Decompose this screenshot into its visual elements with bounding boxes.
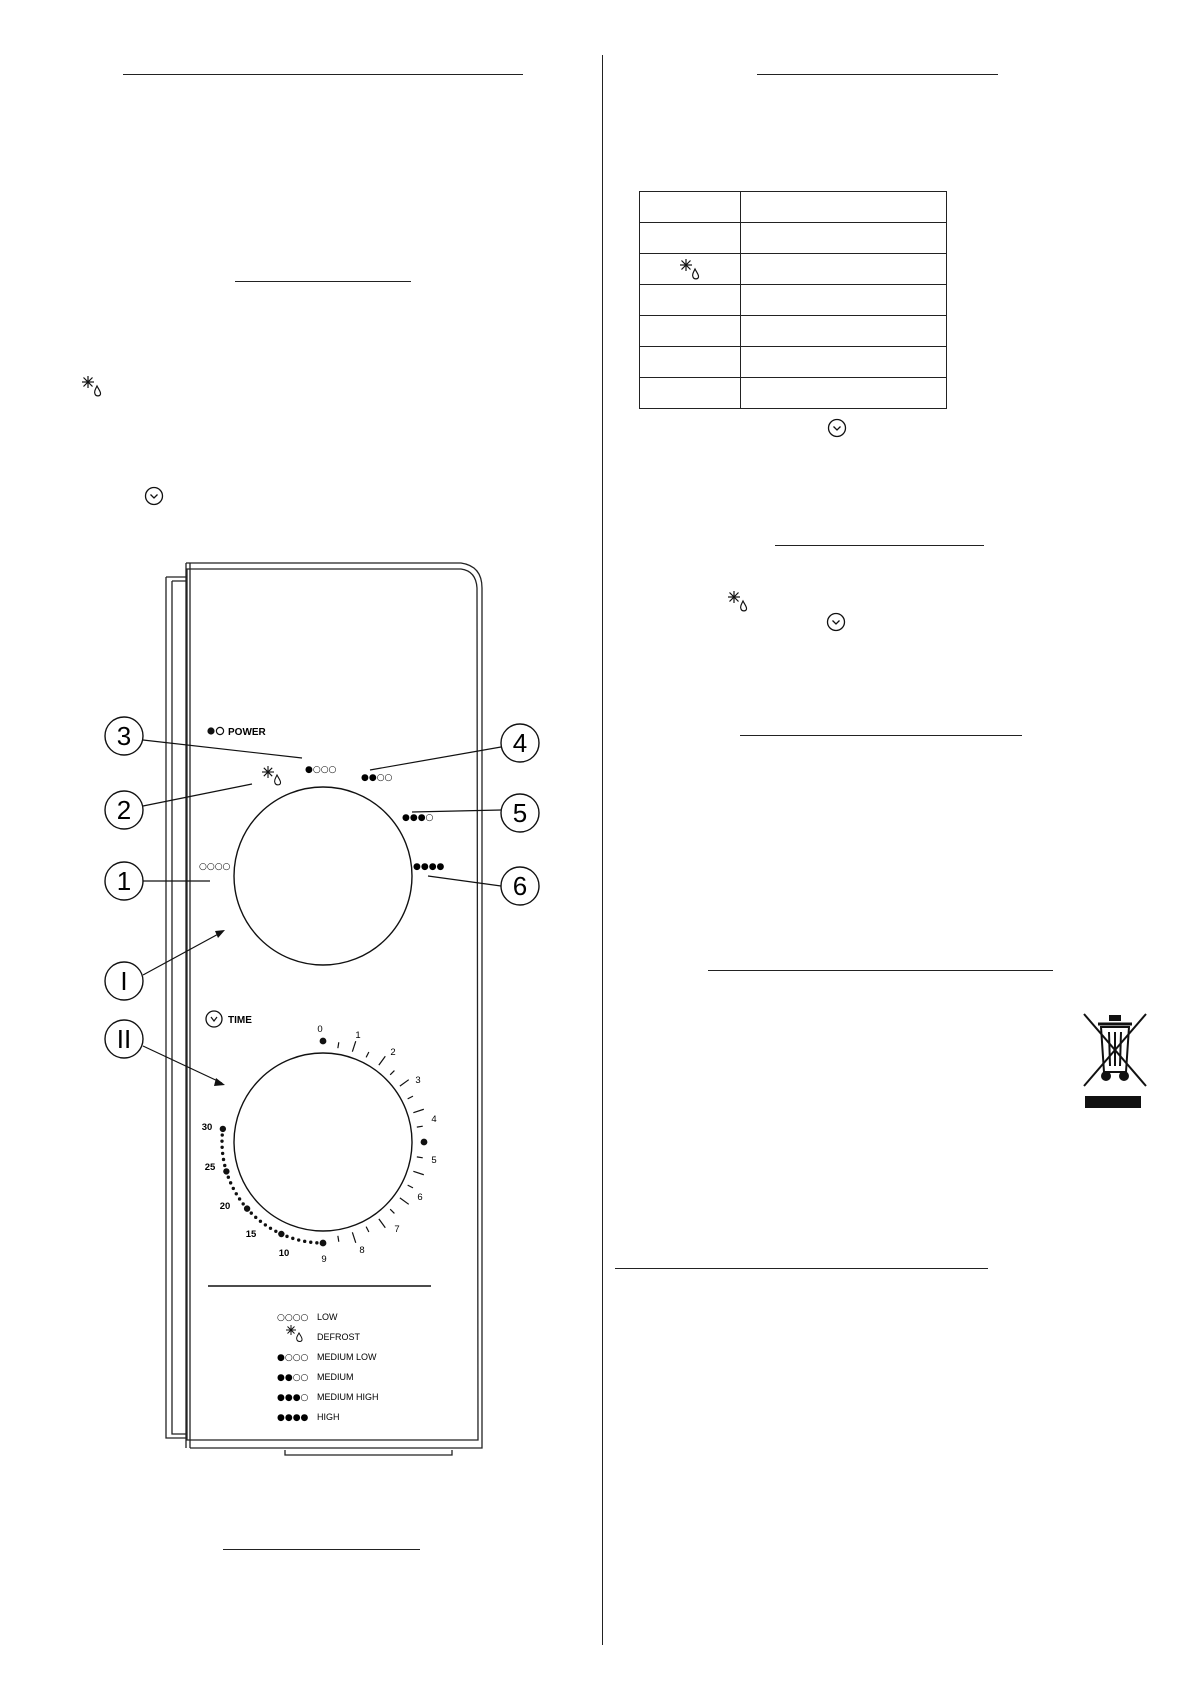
timer-dot <box>230 1182 232 1184</box>
dial-mark-medium-high: ●●●○ <box>402 813 434 823</box>
timer-dot <box>232 1187 234 1189</box>
table-cell <box>741 254 947 285</box>
defrost-icon <box>678 257 702 281</box>
defrost-icon <box>726 589 750 613</box>
timer-tick <box>338 1042 339 1048</box>
dial-mark-low: ○○○○ <box>199 862 231 872</box>
table-cell <box>640 192 741 223</box>
timer-tick <box>408 1185 413 1188</box>
section-heading-rule <box>708 970 1053 971</box>
time-num-1: 1 <box>355 1030 361 1041</box>
timer-dot <box>310 1241 312 1243</box>
section-heading-rule <box>615 1268 988 1269</box>
power-dial[interactable] <box>234 787 412 965</box>
section-heading-rule <box>235 281 411 282</box>
time-num-0: 0 <box>317 1024 323 1035</box>
callout-4: 4 <box>512 728 528 758</box>
timer-tick <box>413 1171 423 1174</box>
defrost-icon <box>286 1325 302 1342</box>
timer-tick <box>352 1041 355 1051</box>
timer-dot <box>269 1227 271 1229</box>
time-num-4: 4 <box>431 1114 437 1125</box>
time-label: TIME <box>228 1015 252 1026</box>
defrost-icon <box>80 374 104 398</box>
callout-1: 1 <box>116 866 132 896</box>
timer-dot <box>316 1242 318 1244</box>
time-num-3: 3 <box>415 1075 421 1086</box>
table-cell <box>640 347 741 378</box>
table-cell <box>741 192 947 223</box>
legend-dots: ●●●○ <box>277 1393 309 1403</box>
callout-ii: II <box>116 1024 132 1054</box>
dial-mark-high: ●●●● <box>413 862 445 872</box>
callout-i: I <box>120 966 128 996</box>
legend-label: MEDIUM <box>317 1372 354 1382</box>
timer-dot <box>221 1146 223 1148</box>
time-num-30: 30 <box>201 1122 213 1133</box>
time-num-7: 7 <box>394 1224 400 1235</box>
timer-dot <box>255 1216 257 1218</box>
timer-dot <box>224 1169 229 1174</box>
power-level-table <box>639 191 947 409</box>
time-num-2: 2 <box>390 1047 396 1058</box>
timer-tick <box>379 1056 385 1065</box>
time-num-15: 15 <box>245 1229 257 1240</box>
timer-dot <box>222 1152 224 1154</box>
timer-icon <box>826 612 846 632</box>
callout-6: 6 <box>512 871 528 901</box>
timer-dot <box>220 1126 225 1131</box>
section-heading-rule <box>740 735 1022 736</box>
section-heading-rule <box>123 74 523 75</box>
section-heading-rule <box>223 1549 420 1550</box>
timer-tick <box>379 1219 385 1228</box>
legend-dots: ○○○○ <box>277 1313 309 1323</box>
dial-mark-medium: ●●○○ <box>361 773 393 783</box>
timer-dot <box>264 1224 266 1226</box>
timer-tick <box>400 1198 409 1204</box>
timer-dot <box>250 1212 252 1214</box>
legend-label: DEFROST <box>317 1332 361 1342</box>
time-num-25: 25 <box>204 1162 216 1173</box>
timer-dot <box>222 1158 224 1160</box>
timer-dot <box>320 1038 326 1044</box>
timer-tick <box>408 1096 413 1099</box>
callout-2: 2 <box>116 795 132 825</box>
table-cell <box>741 347 947 378</box>
timer-tick <box>417 1126 423 1127</box>
section-heading-rule <box>757 74 998 75</box>
legend-label: LOW <box>317 1312 338 1322</box>
control-panel-diagram <box>116 560 590 1460</box>
timer-tick <box>400 1080 409 1086</box>
legend-label: MEDIUM LOW <box>317 1352 377 1362</box>
timer-tick <box>390 1209 394 1213</box>
timer-dial[interactable] <box>234 1053 412 1231</box>
callout-5: 5 <box>512 798 528 828</box>
power-label: POWER <box>228 727 266 738</box>
timer-dot <box>242 1203 244 1205</box>
table-cell <box>741 316 947 347</box>
timer-tick <box>366 1052 369 1057</box>
timer-tick <box>417 1157 423 1158</box>
table-cell <box>741 285 947 316</box>
time-num-8: 8 <box>359 1245 365 1256</box>
timer-dot <box>221 1134 223 1136</box>
table-cell <box>741 378 947 409</box>
section-heading-rule <box>775 545 984 546</box>
timer-dot <box>235 1193 237 1195</box>
time-num-5: 5 <box>431 1155 437 1166</box>
table-cell <box>640 378 741 409</box>
table-cell <box>640 254 741 285</box>
timer-dot <box>279 1231 284 1236</box>
time-label-group <box>206 1011 252 1027</box>
table-cell <box>640 285 741 316</box>
timer-dot <box>227 1176 229 1178</box>
table-cell <box>640 316 741 347</box>
weee-bar <box>1085 1096 1141 1108</box>
timer-dot <box>421 1139 427 1145</box>
timer-tick <box>413 1109 423 1112</box>
column-divider <box>602 55 603 1645</box>
legend-dots: ●●○○ <box>277 1373 309 1383</box>
legend-dots: ●○○○ <box>277 1353 309 1363</box>
timer-dot <box>275 1230 277 1232</box>
power-label-group <box>207 727 266 738</box>
timer-dot <box>221 1140 223 1142</box>
timer-tick <box>390 1071 394 1075</box>
time-num-6: 6 <box>417 1192 423 1203</box>
timer-dot <box>224 1164 226 1166</box>
timer-dot <box>286 1235 288 1237</box>
timer-dot <box>238 1198 240 1200</box>
dial-mark-medium-low: ●○○○ <box>305 765 337 775</box>
timer-dot <box>259 1220 261 1222</box>
legend-label: MEDIUM HIGH <box>317 1392 379 1402</box>
timer-dot <box>244 1206 249 1211</box>
table-cell <box>640 223 741 254</box>
time-num-10: 10 <box>278 1248 290 1259</box>
timer-icon <box>827 418 847 438</box>
callout-3: 3 <box>116 721 132 751</box>
timer-tick <box>352 1232 355 1242</box>
legend-dots: ●●●● <box>277 1413 309 1423</box>
legend-label: HIGH <box>317 1412 340 1422</box>
timer-tick <box>338 1236 339 1242</box>
weee-crossed-bin-icon <box>1080 1010 1150 1090</box>
table-cell <box>741 223 947 254</box>
time-num-9: 9 <box>321 1254 327 1265</box>
timer-dot <box>320 1240 326 1246</box>
timer-tick <box>366 1227 369 1232</box>
timer-dot <box>292 1237 294 1239</box>
defrost-icon <box>262 766 281 785</box>
time-num-20: 20 <box>219 1201 231 1212</box>
timer-dot <box>304 1240 306 1242</box>
timer-icon <box>144 486 164 506</box>
timer-dot <box>298 1239 300 1241</box>
